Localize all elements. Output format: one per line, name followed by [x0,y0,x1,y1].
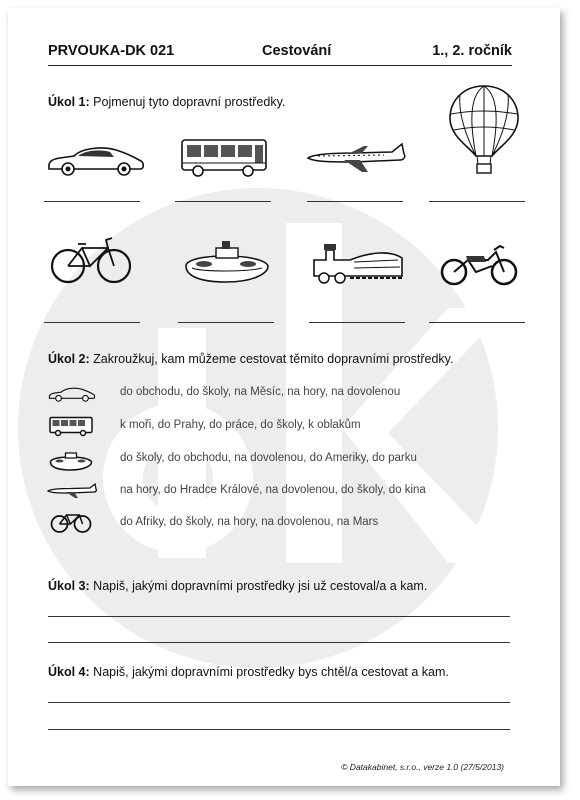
copyright-footer: © Datakabinet, s.r.o., verze 1.0 (27/5/2013) [341,762,504,772]
answer-line[interactable] [48,616,510,617]
task3-instruction [48,579,427,593]
airplane-icon [46,482,98,500]
task2-row-options[interactable]: k moři, do Prahy, do práce, do školy, k oblakům [120,419,361,431]
answer-line[interactable] [44,201,140,202]
task3-label: Úkol 3: [48,579,90,593]
ship-icon [182,238,272,286]
car-icon [48,385,96,403]
answer-line[interactable] [48,642,510,643]
answer-line[interactable] [48,702,510,703]
bus-icon [48,415,94,437]
task4-label: Úkol 4: [48,665,90,679]
worksheet-header [48,41,512,66]
task1-text: Pojmenuj tyto dopravní prostředky. [89,95,286,109]
task4-text: Napiš, jakými dopravními prostředky bys chtěl/a cestovat a kam. [89,665,449,679]
answer-line[interactable] [307,201,403,202]
car-icon [46,142,146,178]
task2-row-options[interactable]: do školy, do obchodu, na dovolenou, do Ameriky, do parku [120,452,417,464]
answer-line[interactable] [175,201,271,202]
bicycle-icon [50,508,92,534]
worksheet-code: PRVOUKA-DK 021 [48,43,175,59]
task1-instruction [48,95,285,109]
answer-line[interactable] [309,322,405,323]
bicycle-icon [50,234,132,286]
task2-label: Úkol 2: [48,352,90,366]
answer-line[interactable] [48,729,510,730]
task1-label: Úkol 1: [48,95,90,109]
grade-label: 1., 2. ročník [432,43,512,59]
ship-icon [48,448,94,472]
worksheet-page [8,8,560,786]
answer-line[interactable] [429,322,525,323]
hot-air-balloon-icon [448,84,520,176]
task2-instruction [48,352,453,366]
task2-row-options[interactable]: do obchodu, do školy, na Měsíc, na hory, na dovolenou [120,386,401,398]
task3-text: Napiš, jakými dopravními prostředky jsi už cestoval/a a kam. [89,579,428,593]
worksheet-title: Cestování [262,43,332,59]
train-icon [310,240,406,286]
answer-line[interactable] [44,322,140,323]
task4-instruction [48,665,449,679]
bus-icon [178,136,270,178]
task2-row-options[interactable]: do Afriky, do školy, na hory, na dovolenou, na Mars [120,516,379,528]
airplane-icon [304,140,408,176]
task2-row-options[interactable]: na hory, do Hradce Králové, na dovolenou, do školy, do kina [120,484,426,496]
answer-line[interactable] [178,322,274,323]
task2-text: Zakroužkuj, kam můžeme cestovat těmito dopravními prostředky. [89,352,454,366]
answer-line[interactable] [429,201,525,202]
motorcycle-icon [440,242,518,286]
